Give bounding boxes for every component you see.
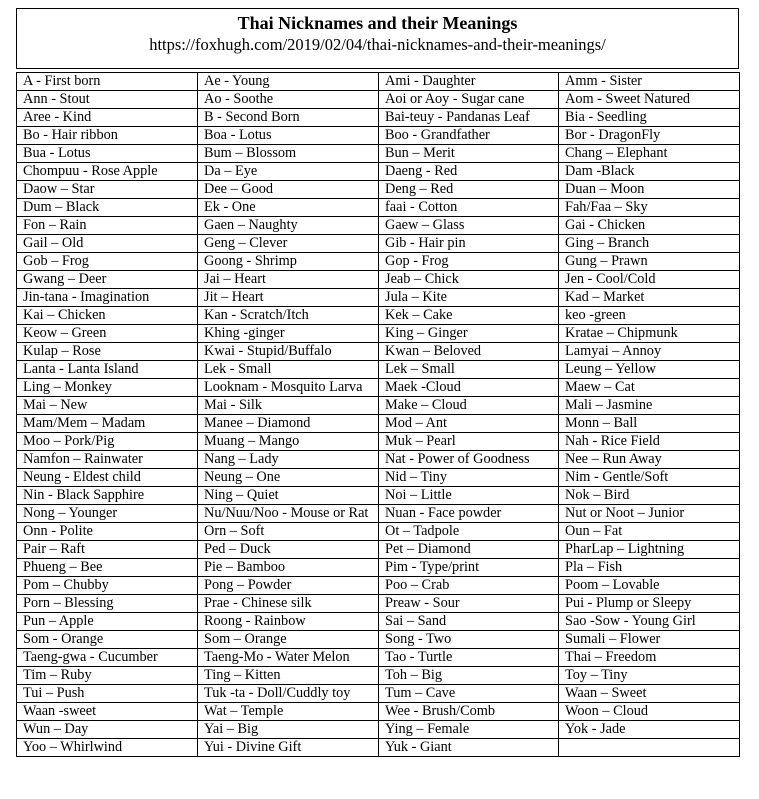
nickname-cell: Jit – Heart [198, 289, 379, 307]
nickname-cell: Ann - Stout [17, 91, 198, 109]
nickname-cell: Yui - Divine Gift [198, 739, 379, 757]
nickname-cell: Bo - Hair ribbon [17, 127, 198, 145]
nickname-cell: Porn – Blessing [17, 595, 198, 613]
nickname-cell: Chang – Elephant [559, 145, 740, 163]
nickname-cell: Gwang – Deer [17, 271, 198, 289]
nickname-cell: Song - Two [379, 631, 559, 649]
nickname-cell: Ami - Daughter [379, 73, 559, 91]
nickname-cell: Sumali – Flower [559, 631, 740, 649]
nickname-cell: Mai – New [17, 397, 198, 415]
nickname-cell: Nut or Noot – Junior [559, 505, 740, 523]
nickname-cell: Sao -Sow - Young Girl [559, 613, 740, 631]
table-row [17, 595, 740, 613]
nickname-cell: Yok - Jade [559, 721, 740, 739]
nickname-cell: Leung – Yellow [559, 361, 740, 379]
nickname-cell: Aom - Sweet Natured [559, 91, 740, 109]
nickname-cell: Jen - Cool/Cold [559, 271, 740, 289]
nickname-cell: Pie – Bamboo [198, 559, 379, 577]
document [16, 8, 739, 757]
nickname-cell: Kratae – Chipmunk [559, 325, 740, 343]
nickname-cell: Preaw - Sour [379, 595, 559, 613]
nickname-cell: Wee - Brush/Comb [379, 703, 559, 721]
nickname-cell: Ped – Duck [198, 541, 379, 559]
nickname-cell: Nu/Nuu/Noo - Mouse or Rat [198, 505, 379, 523]
table-row [17, 253, 740, 271]
nickname-cell: Jai – Heart [198, 271, 379, 289]
nickname-cell: Toh – Big [379, 667, 559, 685]
nickname-cell: Amm - Sister [559, 73, 740, 91]
nickname-cell: Wat – Temple [198, 703, 379, 721]
nickname-cell: Geng – Clever [198, 235, 379, 253]
nickname-cell: Gib - Hair pin [379, 235, 559, 253]
nickname-cell: Waan -sweet [17, 703, 198, 721]
nickname-cell: Waan – Sweet [559, 685, 740, 703]
table-row [17, 127, 740, 145]
nickname-cell: King – Ginger [379, 325, 559, 343]
nickname-cell: Pair – Raft [17, 541, 198, 559]
nickname-cell: Nat - Power of Goodness [379, 451, 559, 469]
table-row [17, 343, 740, 361]
nickname-cell: Maek -Cloud [379, 379, 559, 397]
nickname-cell: Neung - Eldest child [17, 469, 198, 487]
nickname-cell: Taeng-gwa - Cucumber [17, 649, 198, 667]
nickname-cell: Neung – One [198, 469, 379, 487]
nickname-cell: Kai – Chicken [17, 307, 198, 325]
nickname-cell: Dee – Good [198, 181, 379, 199]
nickname-cell: Deng – Red [379, 181, 559, 199]
table-row [17, 199, 740, 217]
nickname-cell: Pui - Plump or Sleepy [559, 595, 740, 613]
table-row [17, 577, 740, 595]
table-row [17, 181, 740, 199]
nickname-cell: Gai - Chicken [559, 217, 740, 235]
table-row [17, 145, 740, 163]
nickname-cell: Fah/Faa – Sky [559, 199, 740, 217]
nickname-cell: Jin-tana - Imagination [17, 289, 198, 307]
nickname-cell: Manee – Diamond [198, 415, 379, 433]
nickname-cell: Lamyai – Annoy [559, 343, 740, 361]
table-row [17, 361, 740, 379]
nickname-cell: Kan - Scratch/Itch [198, 307, 379, 325]
nicknames-table [16, 72, 740, 757]
nickname-cell: Mali – Jasmine [559, 397, 740, 415]
nickname-cell: Sai – Sand [379, 613, 559, 631]
nickname-cell [559, 739, 740, 757]
table-row [17, 271, 740, 289]
table-row [17, 397, 740, 415]
nickname-cell: Pom – Chubby [17, 577, 198, 595]
nickname-cell: Nin - Black Sapphire [17, 487, 198, 505]
nickname-cell: Nang – Lady [198, 451, 379, 469]
nickname-cell: Muang – Mango [198, 433, 379, 451]
nickname-cell: Nee – Run Away [559, 451, 740, 469]
nickname-cell: Gaen – Naughty [198, 217, 379, 235]
table-row [17, 109, 740, 127]
table-row [17, 235, 740, 253]
nickname-cell: A - First born [17, 73, 198, 91]
table-row [17, 649, 740, 667]
nickname-cell: Ying – Female [379, 721, 559, 739]
nickname-cell: Gaew – Glass [379, 217, 559, 235]
nickname-cell: Roong - Rainbow [198, 613, 379, 631]
nickname-cell: Poom – Lovable [559, 577, 740, 595]
nickname-cell: Ek - One [198, 199, 379, 217]
nickname-cell: Ting – Kitten [198, 667, 379, 685]
nickname-cell: Fon – Rain [17, 217, 198, 235]
nickname-cell: Pet – Diamond [379, 541, 559, 559]
nickname-cell: Da – Eye [198, 163, 379, 181]
table-row [17, 703, 740, 721]
nickname-cell: Gob – Frog [17, 253, 198, 271]
header-box [16, 8, 739, 69]
nickname-cell: Tao - Turtle [379, 649, 559, 667]
nickname-cell: Som – Orange [198, 631, 379, 649]
nickname-cell: Dam -Black [559, 163, 740, 181]
nickname-cell: Woon – Cloud [559, 703, 740, 721]
nickname-cell: Aree - Kind [17, 109, 198, 127]
nickname-cell: Goong - Shrimp [198, 253, 379, 271]
nickname-cell: Chompuu - Rose Apple [17, 163, 198, 181]
nickname-cell: Thai – Freedom [559, 649, 740, 667]
table-row [17, 523, 740, 541]
nickname-cell: Kulap – Rose [17, 343, 198, 361]
nickname-cell: Tum – Cave [379, 685, 559, 703]
nickname-cell: PharLap – Lightning [559, 541, 740, 559]
nickname-cell: Monn – Ball [559, 415, 740, 433]
table-row [17, 721, 740, 739]
table-row [17, 631, 740, 649]
nickname-cell: Jeab – Chick [379, 271, 559, 289]
nickname-cell: Keow – Green [17, 325, 198, 343]
table-row [17, 73, 740, 91]
nickname-cell: Looknam - Mosquito Larva [198, 379, 379, 397]
nickname-cell: Kwai - Stupid/Buffalo [198, 343, 379, 361]
nickname-cell: Daow – Star [17, 181, 198, 199]
nickname-cell: Mod – Ant [379, 415, 559, 433]
table-row [17, 667, 740, 685]
nickname-cell: Kwan – Beloved [379, 343, 559, 361]
nickname-cell: Ling – Monkey [17, 379, 198, 397]
nickname-cell: Muk – Pearl [379, 433, 559, 451]
table-row [17, 415, 740, 433]
nickname-cell: Mai - Silk [198, 397, 379, 415]
nickname-cell: Bum – Blossom [198, 145, 379, 163]
nickname-cell: Gail – Old [17, 235, 198, 253]
nickname-cell: Yoo – Whirlwind [17, 739, 198, 757]
nickname-cell: Prae - Chinese silk [198, 595, 379, 613]
nickname-cell: Ot – Tadpole [379, 523, 559, 541]
nickname-cell: Tim – Ruby [17, 667, 198, 685]
nickname-cell: Mam/Mem – Madam [17, 415, 198, 433]
nickname-cell: Oun – Fat [559, 523, 740, 541]
nickname-cell: faai - Cotton [379, 199, 559, 217]
table-row [17, 685, 740, 703]
nickname-cell: Kek – Cake [379, 307, 559, 325]
nickname-cell: Bun – Merit [379, 145, 559, 163]
table-row [17, 739, 740, 757]
nickname-cell: Lek - Small [198, 361, 379, 379]
table-row [17, 217, 740, 235]
nickname-cell: Bai-teuy - Pandanas Leaf [379, 109, 559, 127]
nickname-cell: Make – Cloud [379, 397, 559, 415]
nickname-cell: Nong – Younger [17, 505, 198, 523]
nickname-cell: Noi – Little [379, 487, 559, 505]
table-row [17, 559, 740, 577]
nickname-cell: Wun – Day [17, 721, 198, 739]
nickname-cell: Tui – Push [17, 685, 198, 703]
nickname-cell: Gop - Frog [379, 253, 559, 271]
nickname-cell: Bua - Lotus [17, 145, 198, 163]
nickname-cell: Jula – Kite [379, 289, 559, 307]
nickname-cell: Moo – Pork/Pig [17, 433, 198, 451]
nickname-cell: Pong – Powder [198, 577, 379, 595]
nickname-cell: Bia - Seedling [559, 109, 740, 127]
nickname-cell: Onn - Polite [17, 523, 198, 541]
nickname-cell: Nok – Bird [559, 487, 740, 505]
table-row [17, 541, 740, 559]
nickname-cell: Nah - Rice Field [559, 433, 740, 451]
nickname-cell: Boo - Grandfather [379, 127, 559, 145]
nickname-cell: Lek – Small [379, 361, 559, 379]
table-row [17, 307, 740, 325]
nickname-cell: Som - Orange [17, 631, 198, 649]
nickname-cell: keo -green [559, 307, 740, 325]
nickname-cell: Ging – Branch [559, 235, 740, 253]
nicknames-table-body [17, 73, 740, 757]
nickname-cell: Yai – Big [198, 721, 379, 739]
nickname-cell: Ning – Quiet [198, 487, 379, 505]
table-row [17, 379, 740, 397]
nickname-cell: Nuan - Face powder [379, 505, 559, 523]
nickname-cell: Poo – Crab [379, 577, 559, 595]
table-row [17, 505, 740, 523]
table-row [17, 487, 740, 505]
nickname-cell: Duan – Moon [559, 181, 740, 199]
nickname-cell: Toy – Tiny [559, 667, 740, 685]
nickname-cell: Ao - Soothe [198, 91, 379, 109]
nickname-cell: Dum – Black [17, 199, 198, 217]
nickname-cell: Pun – Apple [17, 613, 198, 631]
nickname-cell: Ae - Young [198, 73, 379, 91]
nickname-cell: Maew – Cat [559, 379, 740, 397]
nickname-cell: B - Second Born [198, 109, 379, 127]
table-row [17, 163, 740, 181]
nickname-cell: Kad – Market [559, 289, 740, 307]
nickname-cell: Pla – Fish [559, 559, 740, 577]
nickname-cell: Tuk -ta - Doll/Cuddly toy [198, 685, 379, 703]
table-row [17, 325, 740, 343]
source-url: https://foxhugh.com/2019/02/04/thai-nicknames-and-their-meanings/ [149, 35, 606, 54]
nickname-cell: Nid – Tiny [379, 469, 559, 487]
nickname-cell: Bor - DragonFly [559, 127, 740, 145]
nickname-cell: Yuk - Giant [379, 739, 559, 757]
table-row [17, 289, 740, 307]
table-row [17, 469, 740, 487]
page-title: Thai Nicknames and their Meanings [237, 13, 518, 33]
nickname-cell: Pim - Type/print [379, 559, 559, 577]
nickname-cell: Aoi or Aoy - Sugar cane [379, 91, 559, 109]
nickname-cell: Lanta - Lanta Island [17, 361, 198, 379]
table-row [17, 613, 740, 631]
table-row [17, 451, 740, 469]
nickname-cell: Daeng - Red [379, 163, 559, 181]
nickname-cell: Namfon – Rainwater [17, 451, 198, 469]
table-row [17, 433, 740, 451]
nickname-cell: Taeng-Mo - Water Melon [198, 649, 379, 667]
table-row [17, 91, 740, 109]
nickname-cell: Nim - Gentle/Soft [559, 469, 740, 487]
nickname-cell: Orn – Soft [198, 523, 379, 541]
nickname-cell: Gung – Prawn [559, 253, 740, 271]
nickname-cell: Phueng – Bee [17, 559, 198, 577]
nickname-cell: Boa - Lotus [198, 127, 379, 145]
nickname-cell: Khing -ginger [198, 325, 379, 343]
